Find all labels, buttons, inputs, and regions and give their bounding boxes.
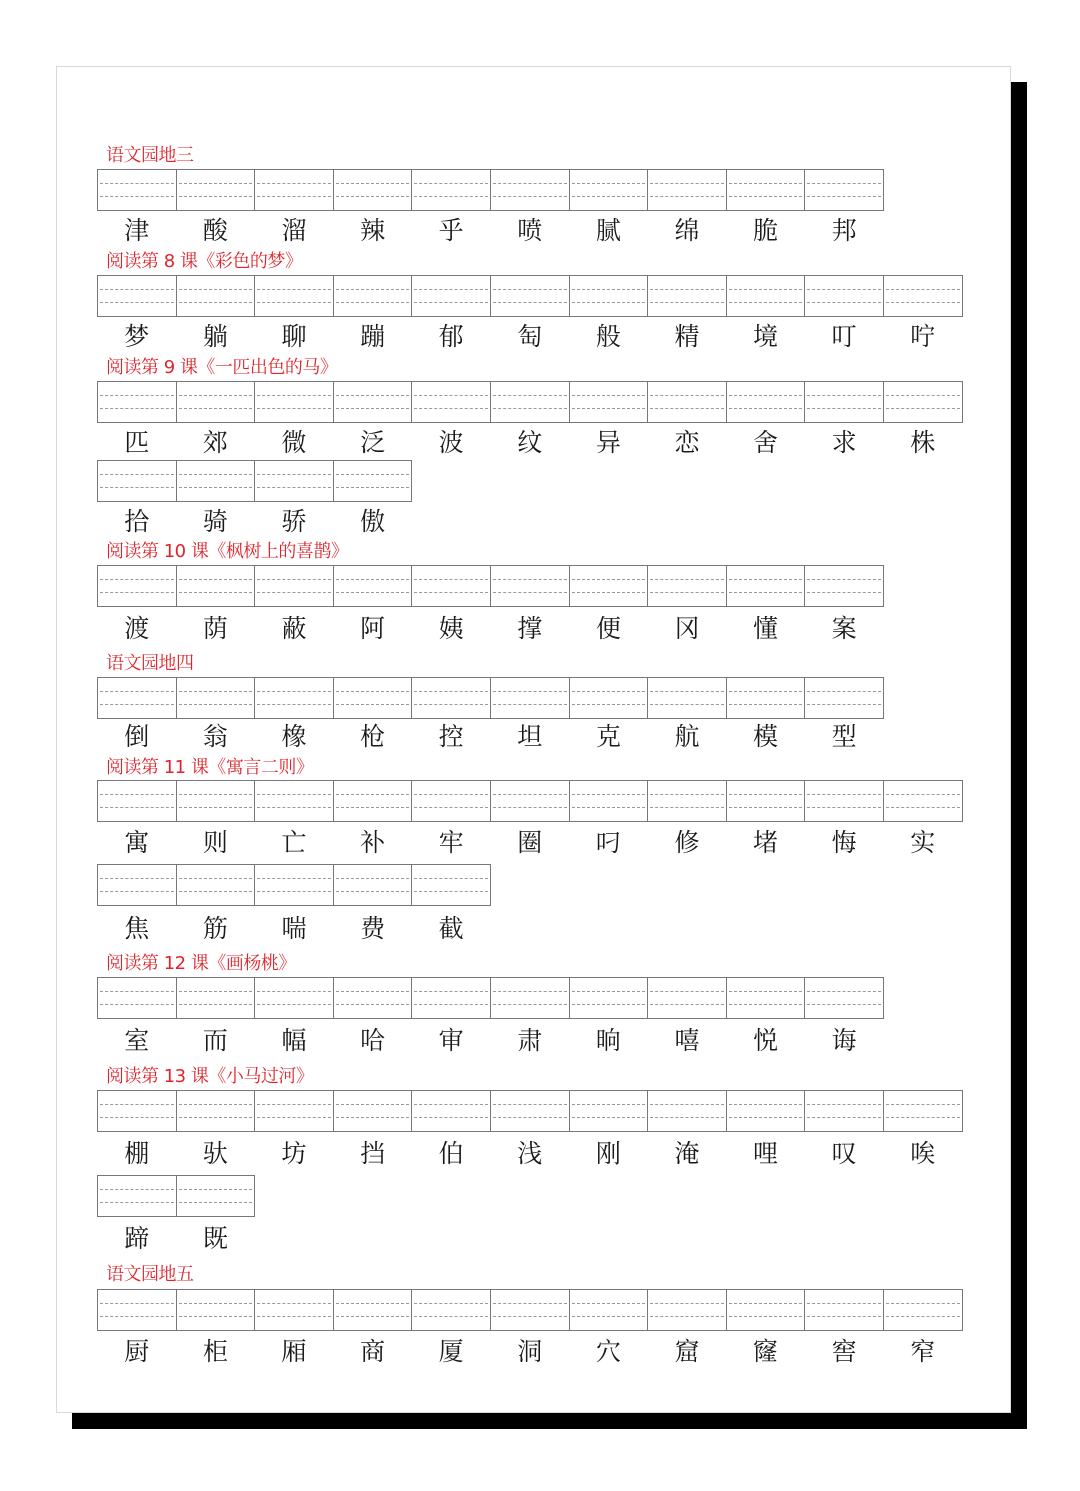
writing-cell[interactable]: [569, 565, 649, 607]
practice-character: 哩: [753, 1139, 779, 1168]
practice-character: 傲: [360, 507, 386, 536]
writing-cell[interactable]: [254, 169, 334, 211]
section-title: 阅读第 13 课《小马过河》: [106, 1066, 314, 1087]
writing-cell[interactable]: [726, 1090, 806, 1132]
practice-character: 叼: [595, 828, 621, 857]
character-row: [97, 1222, 254, 1256]
practice-character: 咛: [910, 322, 936, 351]
practice-character: 悔: [831, 828, 857, 857]
practice-character: 求: [831, 428, 857, 457]
section-title: 阅读第 8 课《彩色的梦》: [106, 251, 303, 272]
writing-cell[interactable]: [804, 1090, 884, 1132]
writing-cell[interactable]: [490, 1289, 570, 1331]
writing-grid-row: [97, 381, 962, 423]
writing-cell[interactable]: [254, 1289, 334, 1331]
practice-character: 舍: [753, 428, 779, 457]
writing-cell[interactable]: [97, 780, 177, 822]
practice-character: 波: [438, 428, 464, 457]
practice-character: 洞: [517, 1337, 543, 1366]
practice-character: 唉: [910, 1139, 936, 1168]
writing-cell[interactable]: [333, 169, 413, 211]
writing-cell[interactable]: [490, 1090, 570, 1132]
practice-character: 姨: [438, 614, 464, 643]
writing-cell[interactable]: [726, 381, 806, 423]
writing-grid-row: [97, 780, 962, 822]
character-row: [97, 426, 962, 460]
writing-cell[interactable]: [726, 1289, 806, 1331]
practice-character: 酸: [202, 216, 228, 245]
practice-character: 微: [281, 428, 307, 457]
writing-cell[interactable]: [569, 381, 649, 423]
writing-cell[interactable]: [569, 977, 649, 1019]
practice-character: 幅: [281, 1026, 307, 1055]
practice-character: 诲: [831, 1026, 857, 1055]
practice-character: 郊: [202, 428, 228, 457]
character-row: [97, 214, 883, 248]
practice-character: 郁: [438, 322, 464, 351]
practice-character: 异: [595, 428, 621, 457]
writing-cell[interactable]: [647, 1289, 727, 1331]
writing-cell[interactable]: [490, 169, 570, 211]
section-title: 阅读第 12 课《画杨桃》: [106, 953, 296, 974]
writing-cell[interactable]: [97, 460, 177, 502]
writing-cell[interactable]: [176, 460, 256, 502]
writing-cell[interactable]: [254, 780, 334, 822]
practice-character: 倒: [124, 722, 150, 751]
writing-cell[interactable]: [647, 565, 727, 607]
practice-character: 阿: [360, 614, 386, 643]
practice-character: 修: [674, 828, 700, 857]
writing-cell[interactable]: [883, 381, 963, 423]
character-row: [97, 612, 883, 646]
practice-character: 拾: [124, 507, 150, 536]
writing-cell[interactable]: [176, 1289, 256, 1331]
practice-character: 腻: [595, 216, 621, 245]
practice-character: 室: [124, 1026, 150, 1055]
writing-cell[interactable]: [333, 460, 413, 502]
writing-cell[interactable]: [97, 1289, 177, 1331]
practice-character: 喷: [517, 216, 543, 245]
practice-character: 纹: [517, 428, 543, 457]
writing-cell[interactable]: [804, 780, 884, 822]
writing-cell[interactable]: [176, 780, 256, 822]
practice-character: 淹: [674, 1139, 700, 1168]
practice-character: 乎: [438, 216, 464, 245]
writing-cell[interactable]: [569, 1090, 649, 1132]
writing-cell[interactable]: [411, 275, 491, 317]
writing-cell[interactable]: [490, 565, 570, 607]
writing-cell[interactable]: [333, 977, 413, 1019]
practice-character: 恋: [674, 428, 700, 457]
writing-cell[interactable]: [254, 864, 334, 906]
writing-cell[interactable]: [333, 565, 413, 607]
practice-character: 蹦: [360, 322, 386, 351]
writing-cell[interactable]: [804, 169, 884, 211]
practice-character: 喘: [281, 914, 307, 943]
practice-character: 补: [360, 828, 386, 857]
character-row: [97, 720, 883, 754]
writing-grid-row: [97, 977, 883, 1019]
practice-character: 蹄: [124, 1224, 150, 1253]
practice-character: 伯: [438, 1139, 464, 1168]
practice-character: 懂: [753, 614, 779, 643]
writing-cell[interactable]: [647, 275, 727, 317]
writing-cell[interactable]: [647, 977, 727, 1019]
writing-cell[interactable]: [411, 780, 491, 822]
writing-cell[interactable]: [411, 169, 491, 211]
writing-cell[interactable]: [254, 977, 334, 1019]
writing-cell[interactable]: [176, 1175, 256, 1217]
practice-character: 般: [595, 322, 621, 351]
writing-cell[interactable]: [647, 169, 727, 211]
writing-cell[interactable]: [883, 1289, 963, 1331]
practice-character: 堵: [753, 828, 779, 857]
writing-cell[interactable]: [411, 1289, 491, 1331]
practice-character: 模: [753, 722, 779, 751]
writing-cell[interactable]: [569, 1289, 649, 1331]
practice-character: 窄: [910, 1337, 936, 1366]
writing-cell[interactable]: [883, 1090, 963, 1132]
practice-character: 冈: [674, 614, 700, 643]
writing-cell[interactable]: [97, 565, 177, 607]
practice-character: 株: [910, 428, 936, 457]
character-row: [97, 320, 962, 354]
practice-character: 柜: [202, 1337, 228, 1366]
writing-cell[interactable]: [804, 1289, 884, 1331]
practice-character: 穴: [595, 1337, 621, 1366]
writing-cell[interactable]: [97, 864, 177, 906]
practice-character: 津: [124, 216, 150, 245]
practice-character: 商: [360, 1337, 386, 1366]
writing-cell[interactable]: [254, 1090, 334, 1132]
practice-character: 悦: [753, 1026, 779, 1055]
practice-character: 型: [831, 722, 857, 751]
practice-character: 辣: [360, 216, 386, 245]
writing-cell[interactable]: [490, 977, 570, 1019]
practice-character: 截: [438, 914, 464, 943]
practice-character: 浅: [517, 1139, 543, 1168]
writing-cell[interactable]: [97, 381, 177, 423]
practice-character: 坊: [281, 1139, 307, 1168]
character-row: [97, 1137, 962, 1171]
practice-character: 邦: [831, 216, 857, 245]
practice-character: 圈: [517, 828, 543, 857]
practice-character: 蔽: [281, 614, 307, 643]
writing-cell[interactable]: [254, 565, 334, 607]
writing-cell[interactable]: [726, 780, 806, 822]
writing-cell[interactable]: [333, 381, 413, 423]
practice-character: 躺: [202, 322, 228, 351]
section-title: 语文园地四: [106, 653, 194, 674]
practice-character: 航: [674, 722, 700, 751]
practice-character: 匹: [124, 428, 150, 457]
writing-cell[interactable]: [804, 381, 884, 423]
practice-character: 叹: [831, 1139, 857, 1168]
practice-character: 梦: [124, 322, 150, 351]
writing-grid-row: [97, 677, 883, 719]
writing-cell[interactable]: [176, 977, 256, 1019]
writing-cell[interactable]: [176, 275, 256, 317]
practice-character: 亡: [281, 828, 307, 857]
writing-cell[interactable]: [490, 275, 570, 317]
section-title: 阅读第 9 课《一匹出色的马》: [106, 357, 338, 378]
practice-character: 则: [202, 828, 228, 857]
writing-cell[interactable]: [569, 780, 649, 822]
writing-cell[interactable]: [490, 780, 570, 822]
writing-cell[interactable]: [97, 169, 177, 211]
practice-character: 撑: [517, 614, 543, 643]
writing-cell[interactable]: [333, 1289, 413, 1331]
practice-character: 骄: [281, 507, 307, 536]
practice-character: 牢: [438, 828, 464, 857]
writing-cell[interactable]: [647, 1090, 727, 1132]
writing-cell[interactable]: [97, 275, 177, 317]
writing-cell[interactable]: [804, 565, 884, 607]
writing-grid-row: [97, 565, 883, 607]
practice-character: 坦: [517, 722, 543, 751]
writing-cell[interactable]: [254, 381, 334, 423]
character-row: [97, 1335, 962, 1369]
writing-cell[interactable]: [804, 977, 884, 1019]
practice-character: 骑: [202, 507, 228, 536]
writing-cell[interactable]: [726, 677, 806, 719]
writing-cell[interactable]: [97, 677, 177, 719]
writing-cell[interactable]: [804, 677, 884, 719]
practice-character: 晌: [595, 1026, 621, 1055]
character-row: [97, 505, 411, 539]
writing-grid-row: [97, 1090, 962, 1132]
section-title: 阅读第 10 课《枫树上的喜鹊》: [106, 541, 349, 562]
writing-cell[interactable]: [411, 677, 491, 719]
writing-cell[interactable]: [726, 275, 806, 317]
writing-cell[interactable]: [411, 565, 491, 607]
character-row: [97, 826, 962, 860]
practice-character: 肃: [517, 1026, 543, 1055]
practice-character: 焦: [124, 914, 150, 943]
writing-grid-row: [97, 275, 962, 317]
writing-cell[interactable]: [569, 169, 649, 211]
writing-grid-row: [97, 169, 883, 211]
practice-character: 绵: [674, 216, 700, 245]
practice-character: 审: [438, 1026, 464, 1055]
writing-cell[interactable]: [411, 1090, 491, 1132]
practice-character: 既: [202, 1224, 228, 1253]
writing-cell[interactable]: [333, 864, 413, 906]
writing-cell[interactable]: [804, 275, 884, 317]
practice-character: 溜: [281, 216, 307, 245]
practice-character: 窿: [753, 1337, 779, 1366]
practice-character: 叮: [831, 322, 857, 351]
writing-cell[interactable]: [254, 275, 334, 317]
practice-character: 精: [674, 322, 700, 351]
writing-cell[interactable]: [333, 780, 413, 822]
writing-cell[interactable]: [726, 977, 806, 1019]
writing-cell[interactable]: [411, 977, 491, 1019]
practice-character: 棚: [124, 1139, 150, 1168]
writing-cell[interactable]: [97, 1175, 177, 1217]
writing-cell[interactable]: [647, 780, 727, 822]
writing-cell[interactable]: [726, 565, 806, 607]
writing-grid-row: [97, 1289, 962, 1331]
practice-character: 克: [595, 722, 621, 751]
writing-cell[interactable]: [176, 565, 256, 607]
writing-grid-row: [97, 864, 490, 906]
practice-character: 筋: [202, 914, 228, 943]
practice-character: 挡: [360, 1139, 386, 1168]
practice-character: 荫: [202, 614, 228, 643]
practice-character: 窟: [674, 1337, 700, 1366]
writing-cell[interactable]: [176, 677, 256, 719]
writing-cell[interactable]: [254, 677, 334, 719]
practice-character: 枪: [360, 722, 386, 751]
practice-character: 驮: [202, 1139, 228, 1168]
writing-cell[interactable]: [411, 864, 491, 906]
practice-character: 匋: [517, 322, 543, 351]
writing-cell[interactable]: [333, 275, 413, 317]
practice-character: 费: [360, 914, 386, 943]
practice-character: 哈: [360, 1026, 386, 1055]
practice-character: 控: [438, 722, 464, 751]
writing-cell[interactable]: [647, 381, 727, 423]
practice-character: 便: [595, 614, 621, 643]
writing-cell[interactable]: [176, 381, 256, 423]
writing-cell[interactable]: [333, 1090, 413, 1132]
practice-character: 聊: [281, 322, 307, 351]
writing-cell[interactable]: [490, 381, 570, 423]
practice-character: 厦: [438, 1337, 464, 1366]
writing-cell[interactable]: [883, 780, 963, 822]
writing-cell[interactable]: [569, 275, 649, 317]
writing-cell[interactable]: [97, 1090, 177, 1132]
practice-character: 厢: [281, 1337, 307, 1366]
section-title: 阅读第 11 课《寓言二则》: [106, 757, 314, 778]
writing-cell[interactable]: [176, 169, 256, 211]
writing-cell[interactable]: [176, 864, 256, 906]
writing-cell[interactable]: [254, 460, 334, 502]
practice-character: 嘻: [674, 1026, 700, 1055]
writing-cell[interactable]: [726, 169, 806, 211]
writing-cell[interactable]: [883, 275, 963, 317]
practice-character: 窖: [831, 1337, 857, 1366]
practice-character: 实: [910, 828, 936, 857]
writing-cell[interactable]: [569, 677, 649, 719]
practice-character: 脆: [753, 216, 779, 245]
practice-character: 翁: [202, 722, 228, 751]
practice-character: 案: [831, 614, 857, 643]
practice-character: 渡: [124, 614, 150, 643]
writing-grid-row: [97, 1175, 254, 1217]
practice-character: 刚: [595, 1139, 621, 1168]
writing-cell[interactable]: [176, 1090, 256, 1132]
practice-character: 橡: [281, 722, 307, 751]
writing-cell[interactable]: [490, 677, 570, 719]
writing-cell[interactable]: [411, 381, 491, 423]
practice-character: 厨: [124, 1337, 150, 1366]
writing-cell[interactable]: [333, 677, 413, 719]
practice-character: 泛: [360, 428, 386, 457]
practice-character: 境: [753, 322, 779, 351]
practice-character: 寓: [124, 828, 150, 857]
writing-cell[interactable]: [97, 977, 177, 1019]
writing-grid-row: [97, 460, 411, 502]
section-title: 语文园地五: [106, 1264, 194, 1285]
section-title: 语文园地三: [106, 145, 194, 166]
character-row: [97, 912, 490, 946]
practice-character: 而: [202, 1026, 228, 1055]
character-row: [97, 1024, 883, 1058]
writing-cell[interactable]: [647, 677, 727, 719]
